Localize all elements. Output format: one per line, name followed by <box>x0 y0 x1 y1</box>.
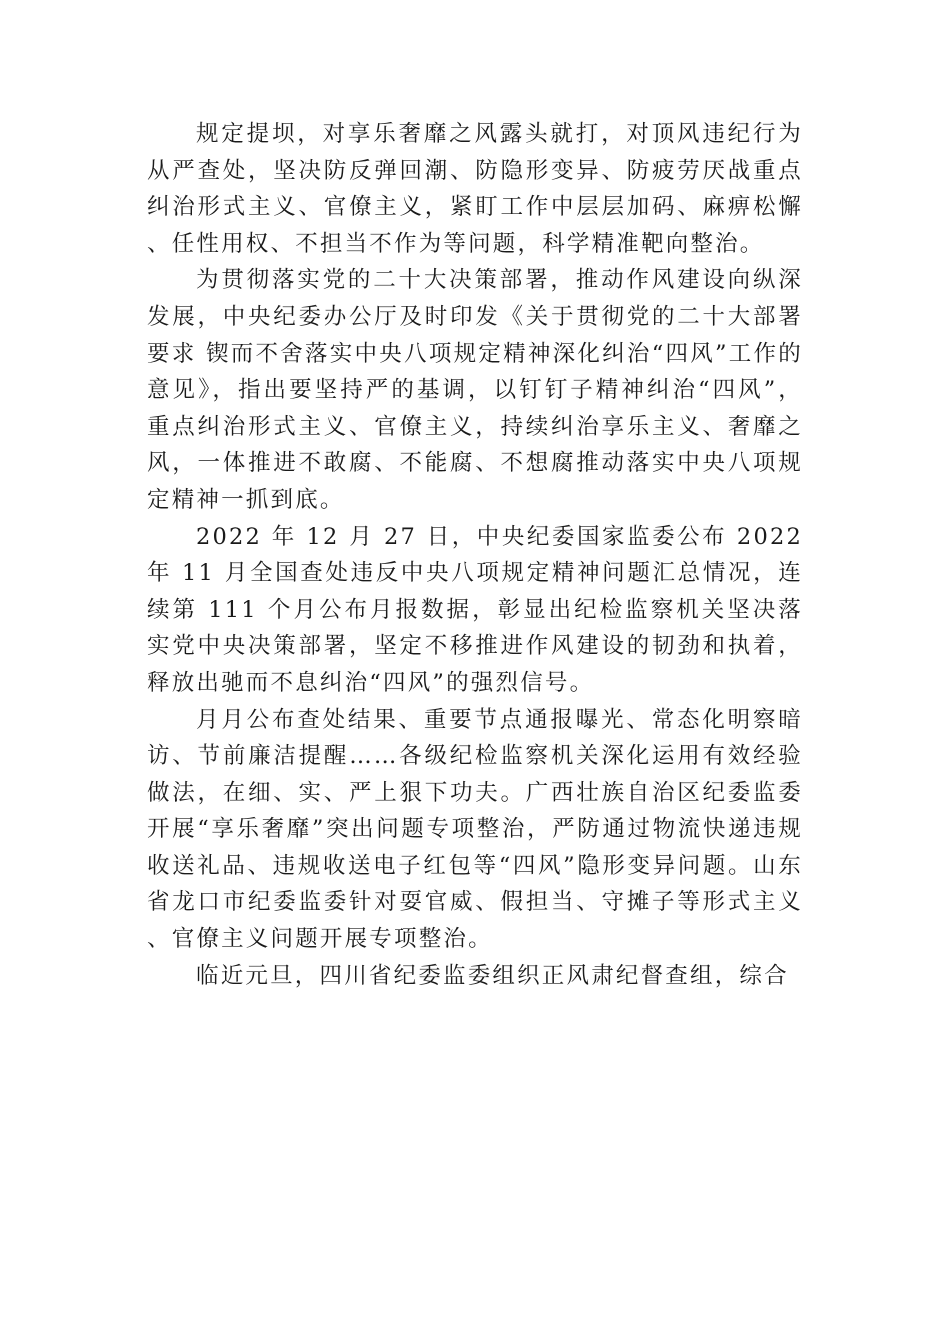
paragraph-1: 规定提坝，对享乐奢靡之风露头就打，对顶风违纪行为从严查处，坚决防反弹回潮、防隐形变异、防疲劳厌战重点纠治形式主义、官僚主义，紧盯工作中层层加码、麻痹松懈、任性用权、不担当不作为等问题，科学精准靶向整治。 <box>147 121 803 257</box>
paragraph-5: 临近元旦，四川省纪委监委组织正风肃纪督查组，综合 <box>196 962 789 989</box>
paragraph-4: 月月公布查处结果、重要节点通报曝光、常态化明察暗访、节前廉洁提醒……各级纪检监察机关深化运用有效经验做法，在细、实、严上狠下功夫。广西壮族自治区纪委监委开展“享乐奢靡”突出问题专项整治，严防通过物流快递违规收送礼品、违规收送电子红包等“四风”隐形变异问题。山东省龙口市纪委监委针对耍官威、假担当、守摊子等形式主义、官僚主义问题开展专项整治。 <box>147 706 803 953</box>
paragraph-3: 2022 年 12 月 27 日，中央纪委国家监委公布 2022 年 11 月全国查处违反中央八项规定精神问题汇总情况，连续第 111 个月公布月报数据，彰显出纪检监察机关坚决落实党中央决策部署，坚定不移推进作风建设的韧劲和执着，释放出驰而不息纠治“四风”的强烈信号。 <box>147 523 803 696</box>
paragraph-2: 为贯彻落实党的二十大决策部署，推动作风建设向纵深发展，中央纪委办公厅及时印发《关于贯彻党的二十大部署要求 锲而不舍落实中央八项规定精神深化纠治“四风”工作的意见》，指出要坚持严的基调，以钉钉子精神纠治“四风”，重点纠治形式主义、官僚主义，持续纠治享乐主义、奢靡之风，一体推进不敢腐、不能腐、不想腐推动落实中央八项规定精神一抓到底。 <box>147 267 803 513</box>
document-body <box>147 116 803 994</box>
